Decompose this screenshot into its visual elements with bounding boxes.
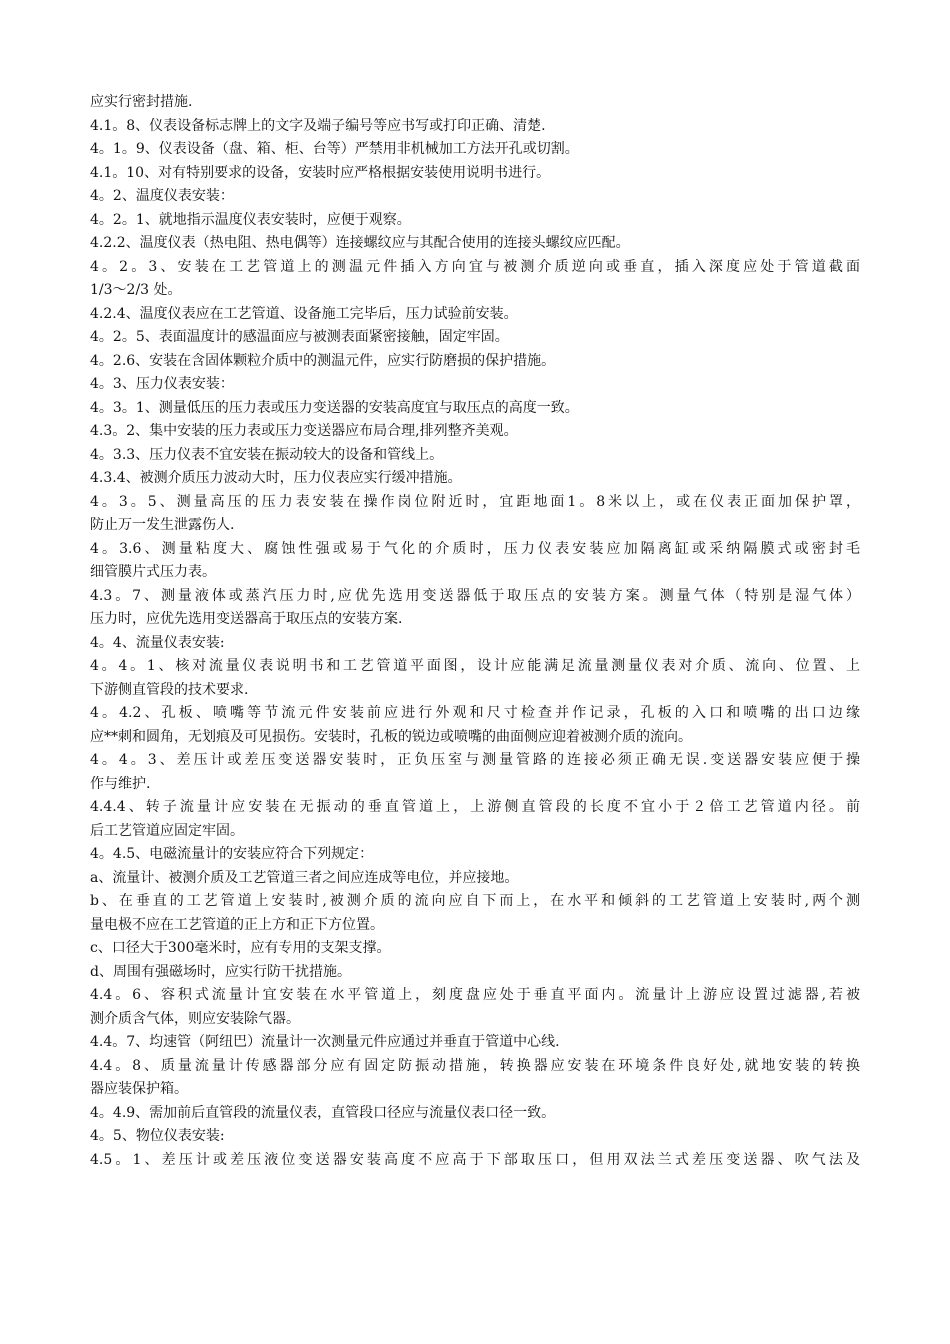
- text-line: 器应装保护箱。: [90, 1081, 188, 1097]
- text-line: 防止万一发生泄露伤人.: [90, 517, 235, 533]
- text-line: a、流量计、被测介质及工艺管道三者之间应连成等电位，并应接地。: [90, 869, 519, 886]
- text-line: 4。3.6、测量粘度大、腐蚀性强或易于气化的介质时，压力仪表安装应加隔离缸或采纳隔膜式或密封毛: [90, 540, 860, 557]
- text-line: 4。3。1、测量低压的压力表或压力变送器的安装高度宜与取压点的高度一致。: [90, 399, 579, 416]
- text-line: 4.3。2、集中安装的压力表或压力变送器应布局合理,排列整齐美观。: [90, 423, 518, 439]
- text-line: 4.5。1、差压计或差压液位变送器安装高度不应高于下部取压口，但用双法兰式差压变送器、吹气法及: [90, 1151, 860, 1168]
- text-line: 细管膜片式压力表。: [90, 564, 216, 580]
- text-line: 应**刺和圆角，无划痕及可见损伤。安装时，孔板的锐边或喷嘴的曲面侧应迎着被测介质的流向。: [90, 728, 692, 745]
- text-line: 应实行密封措施.: [90, 94, 193, 110]
- text-line: d、周围有强磁场时，应实行防干扰措施。: [90, 963, 351, 980]
- text-line: 下游侧直管段的技术要求.: [90, 681, 249, 698]
- text-line: 作与维护.: [90, 775, 151, 792]
- text-line: 4。3、压力仪表安装：: [90, 376, 234, 392]
- text-line: 4。5、物位仪表安装:: [90, 1128, 225, 1144]
- text-line: 测介质含气体，则应安装除气器。: [90, 1010, 300, 1027]
- text-line: 后工艺管道应固定牢固。: [90, 822, 244, 839]
- text-line: 4。2。1、就地指示温度仪表安装时，应便于观察。: [90, 211, 411, 228]
- text-line: 4。3。5、测量高压的压力表安装在操作岗位附近时，宜距地面1。8米以上，或在仪表正面加保护罩，: [90, 493, 860, 510]
- text-line: 4.1。10、对有特别要求的设备，安装时应严格根据安装使用说明书进行。: [90, 164, 551, 181]
- text-line: 4。2。5、表面温度计的感温面应与被测表面紧密接触，固定牢固。: [90, 329, 509, 345]
- text-line: 4。3.3、压力仪表不宜安装在振动较大的设备和管线上。: [90, 446, 444, 463]
- text-line: 压力时，应优先选用变送器高于取压点的安装方案.: [90, 611, 403, 627]
- text-line: 4。2。3、安装在工艺管道上的测温元件插入方向宜与被测介质逆向或垂直，插入深度应处于管道截面: [90, 258, 860, 275]
- text-line: c、口径大于300毫米时，应有专用的支架支撑。: [90, 940, 391, 956]
- text-line: 4.3.4、被测介质压力波动大时，压力仪表应实行缓冲措施。: [90, 470, 462, 486]
- text-line: 4。2.6、安装在含固体颗粒介质中的测温元件，应实行防磨损的保护措施。: [90, 352, 556, 369]
- text-line: 4.4。6、容积式流量计宜安装在水平管道上，刻度盘应处于垂直平面内。流量计上游应设置过滤器,若被: [90, 987, 860, 1003]
- text-line: 4.1。8、仪表设备标志牌上的文字及端子编号等应书写或打印正确、清楚.: [90, 117, 546, 134]
- text-line: 4.3。7、测量液体或蒸汽压力时,应优先选用变送器低于取压点的安装方案。测量气体（特别是湿气体）: [90, 587, 860, 604]
- text-line: 4。4。3、差压计或差压变送器安装时，正负压室与测量管路的连接必须正确无误.变送器安装应便于操: [90, 752, 860, 768]
- text-line: 量电极不应在工艺管道的正上方和正下方位置。: [90, 916, 384, 933]
- text-line: 4。4。1、核对流量仪表说明书和工艺管道平面图，设计应能满足流量测量仪表对介质、流向、位置、上: [90, 658, 860, 674]
- text-line: b、在垂直的工艺管道上安装时,被测介质的流向应自下而上，在水平和倾斜的工艺管道上安装时,两个测: [90, 893, 860, 909]
- text-line: 4。4、流量仪表安装:: [90, 634, 225, 651]
- text-line: 4.4.4、转子流量计应安装在无振动的垂直管道上，上游侧直管段的长度不宜小于２倍工艺管道内径。前: [90, 799, 860, 815]
- text-line: 4。1。9、仪表设备（盘、箱、柜、台等）严禁用非机械加工方法开孔或切割。: [90, 141, 579, 157]
- text-line: 4.4。7、均速管（阿纽巴）流量计一次测量元件应通过并垂直于管道中心线.: [90, 1034, 560, 1050]
- text-line: 4.2.2、温度仪表（热电阻、热电偶等）连接螺纹应与其配合使用的连接头螺纹应匹配。: [90, 235, 630, 251]
- text-line: 4。4.9、需加前后直管段的流量仪表，直管段口径应与流量仪表口径一致。: [90, 1104, 556, 1121]
- document-page: [90, 91, 860, 1172]
- text-line: 4.4。8、质量流量计传感器部分应有固定防振动措施，转换器应安装在环境条件良好处,就地安装的转换: [90, 1057, 860, 1074]
- text-line: 4。2、温度仪表安装：: [90, 188, 234, 204]
- text-line: 4。4.5、电磁流量计的安装应符合下列规定：: [90, 846, 374, 862]
- text-line: 4.2.4、温度仪表应在工艺管道、设备施工完毕后，压力试验前安装。: [90, 305, 518, 322]
- text-line: 4。4.2、孔板、喷嘴等节流元件安装前应进行外观和尺寸检查并作记录，孔板的入口和喷嘴的出口边缘: [90, 705, 860, 721]
- text-line: 1/3～2/3 处。: [90, 282, 182, 298]
